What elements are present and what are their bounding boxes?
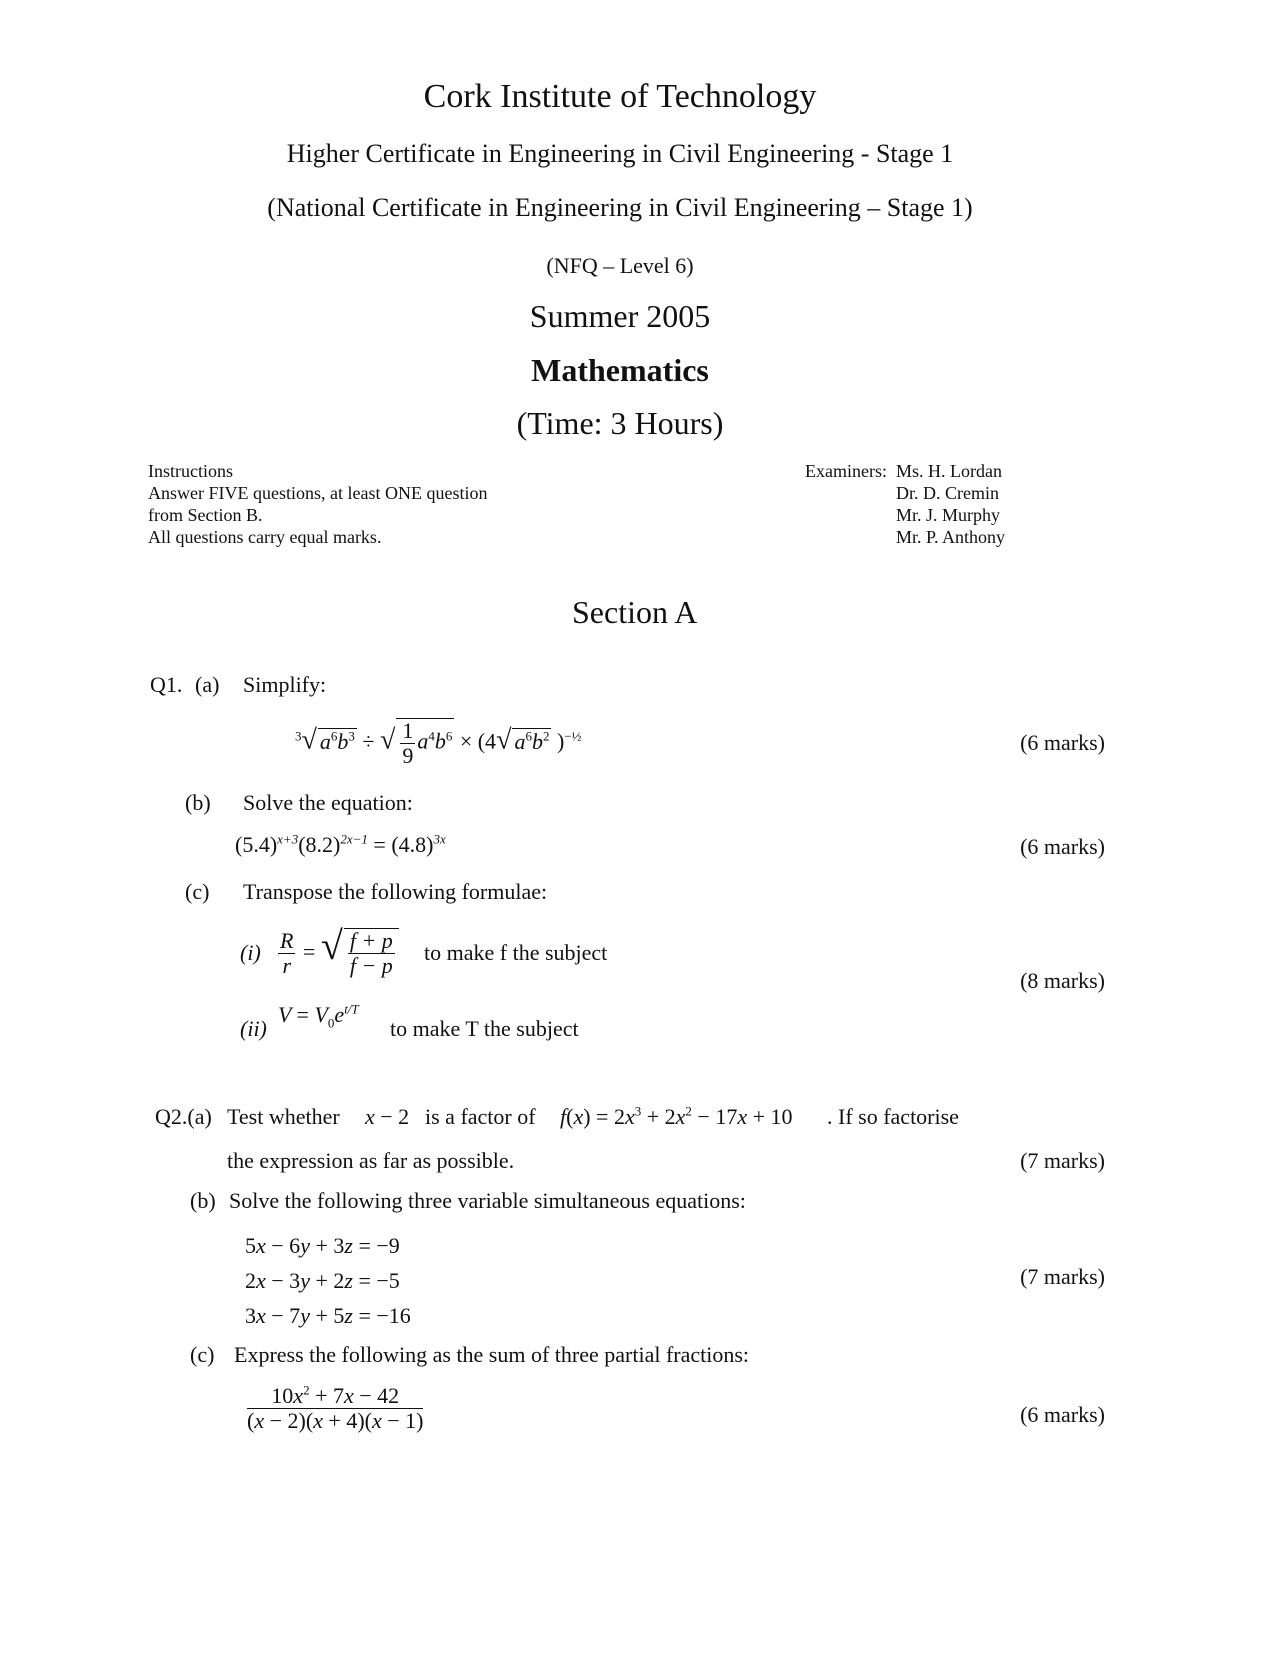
instructions-line: All questions carry equal marks. [148,527,382,547]
q2a-function: $f(x) = 2x^3 + 2x^2 - 17x + 10$ [560,1103,793,1129]
examiners-block [805,460,1005,548]
q2c-marks: (6 marks) [1020,1402,1105,1427]
examiners-label: Examiners: [805,461,887,481]
q1-label: Q1. [150,672,183,697]
q2-label: Q2.(a) [155,1104,212,1129]
q2a-factor: x − 2 [365,1104,410,1129]
q2c-label: (c) [190,1342,215,1367]
q1ci-text: to make f the subject [424,940,608,965]
q1a-label: (a) [195,672,220,697]
equation-row: 2x − 3y + 2z = −5 [245,1268,400,1293]
q1c-marks: (8 marks) [1020,968,1105,993]
examiner-name: Mr. P. Anthony [895,527,1006,547]
q2a-text-1: Test whether [227,1104,340,1129]
section-title: Section A [572,594,698,630]
q2b-text: Solve the following three variable simultaneous equations: [229,1188,746,1213]
q1ci-label: (i) [240,940,261,965]
instructions-block [148,460,487,548]
instructions-line: Instructions [148,461,233,481]
instructions-line: Answer FIVE questions, at least ONE question [148,483,488,503]
q1a-expression: $^3$√ $a^6b^3$ ÷ √ $\frac{1}{9}$ $a^4b^6 \times (4√$ $a^6b^2$ )$^{-\frac{1}{2}}$ [295,718,582,769]
q2b-equations [245,1228,411,1333]
q1cii-label: (ii) [240,1016,267,1041]
exam-duration: (Time: 3 Hours) [516,405,724,441]
equation-row: 3x − 7y + 5z = −16 [245,1303,411,1328]
equation-row: 5x − 6y + 3z = −9 [245,1233,400,1258]
q1c-label: (c) [185,879,210,904]
q1a-marks: (6 marks) [1020,730,1105,755]
national-certificate-title: (National Certificate in Engineering in Civil Engineering – Stage 1) [267,193,973,222]
q1c-text: Transpose the following formulae: [243,879,548,904]
q1ci-formula: $\frac{R}{r}$ = √ $\frac{f + p}{f - p}$ [276,922,399,979]
q2c-fraction: $\frac{10x^2 + 7x - 42}{(x - 2)(x + 4)(x - 1)}$ [247,1382,424,1434]
instructions-line: from Section B. [148,505,263,525]
q1a-text: Simplify: [243,672,327,697]
q1b-text: Solve the equation: [243,790,413,815]
q1cii-formula: $V = V_0e^{t/T}$ [278,1001,359,1031]
institution-title: Cork Institute of Technology [423,78,817,115]
programme-title: Higher Certificate in Engineering in Civil Engineering - Stage 1 [286,139,954,168]
nfq-level: (NFQ – Level 6) [546,253,694,278]
q2c-text: Express the following as the sum of three partial fractions: [234,1342,750,1367]
subject-title: Mathematics [531,352,709,388]
q1cii-text: to make T the subject [390,1016,579,1041]
q2a-text-3: . If so factorise [827,1104,959,1129]
q1b-marks: (6 marks) [1020,834,1105,859]
q1b-label: (b) [185,790,211,815]
q2a-text-2: is a factor of [425,1104,536,1129]
examiner-name: Mr. J. Murphy [895,505,1000,525]
q2b-marks: (7 marks) [1020,1264,1105,1289]
q2a-marks: (7 marks) [1020,1148,1105,1173]
examiner-name: Dr. D. Cremin [895,483,999,503]
q2b-label: (b) [190,1188,216,1213]
exam-session: Summer 2005 [529,298,711,334]
q2a-text-4: the expression as far as possible. [227,1148,515,1173]
q1b-equation: $(5.4)^{x+3}(8.2)^{2x-1} = (4.8)^{3x}$ [235,831,446,857]
examiner-name: Ms. H. Lordan [895,461,1002,481]
